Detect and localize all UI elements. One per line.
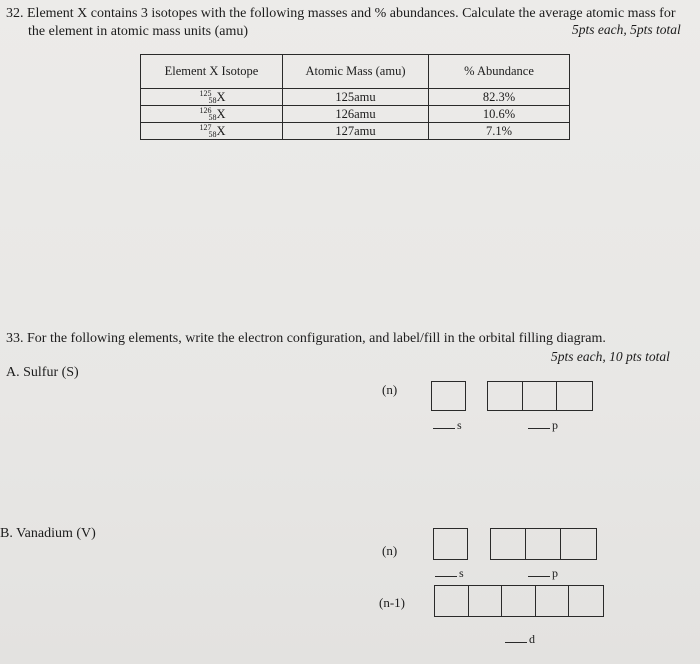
p-orbital-cell[interactable] [488,382,523,410]
table-row [141,89,570,106]
d-orbital-cell[interactable] [469,586,503,616]
p-orbital-cell[interactable] [557,382,592,410]
d-orbital-cell[interactable] [435,586,469,616]
element-symbol: X [216,90,226,104]
abundance-cell: 7.1% [429,123,570,140]
question-32-points: 5pts each, 5pts total [572,22,681,37]
part-a-s-blank[interactable] [433,416,455,429]
part-b-d-blank[interactable] [505,630,527,643]
header-isotope: Element X Isotope [141,55,283,89]
part-b-shell-n: (n) [382,543,398,558]
d-sublevel-text: d [529,632,535,646]
part-b-s-blank[interactable] [435,564,457,577]
mass-cell: 127amu [283,123,429,140]
d-orbital-cell[interactable] [502,586,536,616]
p-orbital-cell[interactable] [491,529,526,559]
part-b-s-label [435,564,464,581]
part-b-d-label [505,630,535,647]
part-a-p-orbital-boxes[interactable] [487,381,593,411]
question-32-text-line2: the element in atomic mass units (amu) [28,24,249,39]
atomic-number: 58 [208,96,217,105]
atomic-number: 58 [208,130,217,139]
question-33-points: 5pts each, 10 pts total [551,349,670,364]
table-row [141,106,570,123]
part-b-s-orbital-box[interactable] [433,528,468,560]
mass-number: 127 [199,123,212,132]
p-sublevel-text: p [552,566,558,580]
table-header-row [141,55,570,89]
part-b-p-label [528,564,558,581]
part-a-label: A. Sulfur (S) [6,365,79,380]
question-32-text: 32. Element X contains 3 isotopes with the following masses and % abundances. Calculate the average atomic mass for [6,6,676,21]
s-sublevel-text: s [457,418,462,432]
mass-cell: 125amu [283,89,429,106]
isotope-symbol [197,123,225,139]
p-orbital-cell[interactable] [561,529,596,559]
p-orbital-cell[interactable] [523,382,558,410]
element-symbol: X [216,124,226,138]
part-a-s-orbital-box[interactable] [431,381,466,411]
s-sublevel-text: s [459,566,464,580]
header-atomic-mass: Atomic Mass (amu) [283,55,429,89]
part-a-p-label [528,416,558,433]
part-b-shell-n-1: (n-1) [379,595,405,610]
isotope-symbol [197,89,225,105]
isotope-cell [141,123,283,140]
part-a-s-label [433,416,462,433]
isotope-symbol [197,106,225,122]
p-orbital-cell[interactable] [526,529,561,559]
d-orbital-cell[interactable] [536,586,570,616]
part-b-p-orbital-boxes[interactable] [490,528,597,560]
table-row [141,123,570,140]
mass-cell: 126amu [283,106,429,123]
mass-number: 126 [199,106,212,115]
element-symbol: X [216,107,226,121]
part-b-d-orbital-boxes[interactable] [434,585,604,617]
abundance-cell: 82.3% [429,89,570,106]
question-33-text: 33. For the following elements, write the electron configuration, and label/fill in the orbital filling diagram. [6,331,606,346]
atomic-number: 58 [208,113,217,122]
isotope-cell [141,106,283,123]
mass-number: 125 [199,89,212,98]
d-orbital-cell[interactable] [569,586,603,616]
abundance-cell: 10.6% [429,106,570,123]
isotope-table [140,54,570,140]
part-a-p-blank[interactable] [528,416,550,429]
p-sublevel-text: p [552,418,558,432]
part-a-shell-n: (n) [382,382,398,397]
isotope-cell [141,89,283,106]
part-b-p-blank[interactable] [528,564,550,577]
part-b-label: B. Vanadium (V) [0,526,96,541]
header-abundance: % Abundance [429,55,570,89]
